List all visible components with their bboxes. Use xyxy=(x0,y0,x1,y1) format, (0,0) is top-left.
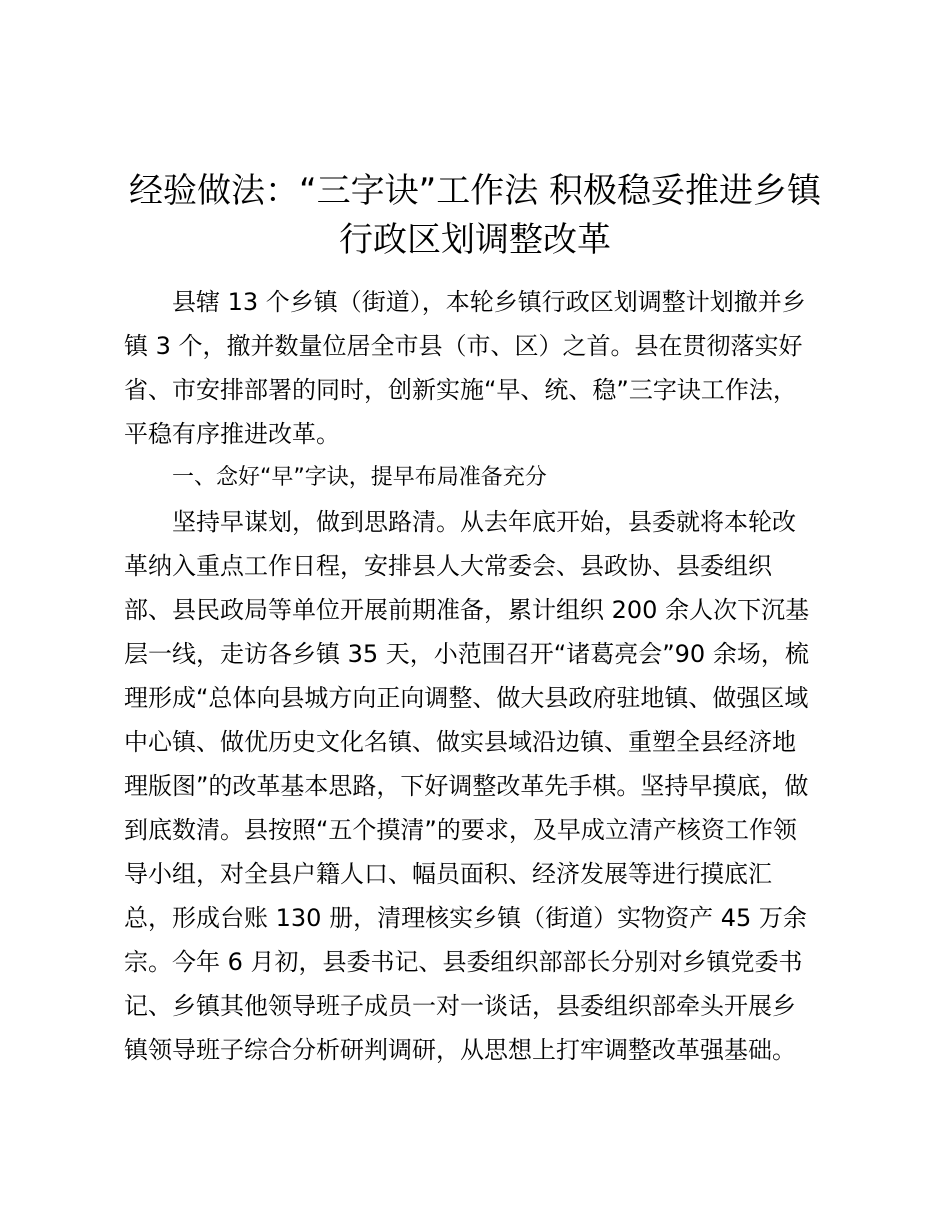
paragraph-2-line-3: 部、县民政局等单位开展前期准备，累计组织 200 余人次下沉基 xyxy=(124,596,810,624)
paragraph-2-line-6: 中心镇、做优历史文化名镇、做实县域沿边镇、重塑全县经济地 xyxy=(124,728,796,756)
paragraph-2-line-5: 理形成“总体向县城方向正向调整、做大县政府驻地镇、做强区域 xyxy=(124,684,809,712)
paragraph-2-line-8: 到底数清。县按照“五个摸清”的要求，及早成立清产核资工作领 xyxy=(124,816,797,844)
paragraph-1-line-1: 县辖 13 个乡镇（街道），本轮乡镇行政区划调整计划撤并乡 xyxy=(172,288,806,316)
paragraph-2-line-12: 记、乡镇其他领导班子成员一对一谈话，县委组织部牵头开展乡 xyxy=(124,992,796,1020)
section-heading-1: 一、念好“早”字诀，提早布局准备充分 xyxy=(172,465,547,490)
title-line-1: 经验做法：“三字诀”工作法 积极稳妥推进乡镇 xyxy=(128,171,822,211)
paragraph-2-line-9: 导小组，对全县户籍人口、幅员面积、经济发展等进行摸底汇 xyxy=(124,860,772,888)
paragraph-2-line-1: 坚持早谋划，做到思路清。从去年底开始，县委就将本轮改 xyxy=(172,508,796,536)
title-line-2: 行政区划调整改革 xyxy=(339,220,611,260)
paragraph-2-line-4: 层一线，走访各乡镇 35 天，小范围召开“诸葛亮会”90 余场，梳 xyxy=(124,640,809,668)
paragraph-1-line-4: 平稳有序推进改革。 xyxy=(124,420,340,448)
paragraph-2-line-2: 革纳入重点工作日程，安排县人大常委会、县政协、县委组织 xyxy=(124,552,772,580)
paragraph-2-line-13: 镇领导班子综合分析研判调研，从思想上打牢调整改革强基础。 xyxy=(124,1036,796,1064)
paragraph-2-line-10: 总，形成台账 130 册，清理核实乡镇（街道）实物资产 45 万余 xyxy=(124,904,807,932)
paragraph-1-line-3: 省、市安排部署的同时，创新实施“早、统、稳”三字诀工作法， xyxy=(124,376,797,404)
paragraph-2-line-7: 理版图”的改革基本思路，下好调整改革先手棋。坚持早摸底，做 xyxy=(124,772,809,800)
paragraph-1-line-2: 镇 3 个，撤并数量位居全市县（市、区）之首。县在贯彻落实好 xyxy=(124,332,803,360)
paragraph-2-line-11: 宗。今年 6 月初，县委书记、县委组织部部长分别对乡镇党委书 xyxy=(124,948,803,976)
